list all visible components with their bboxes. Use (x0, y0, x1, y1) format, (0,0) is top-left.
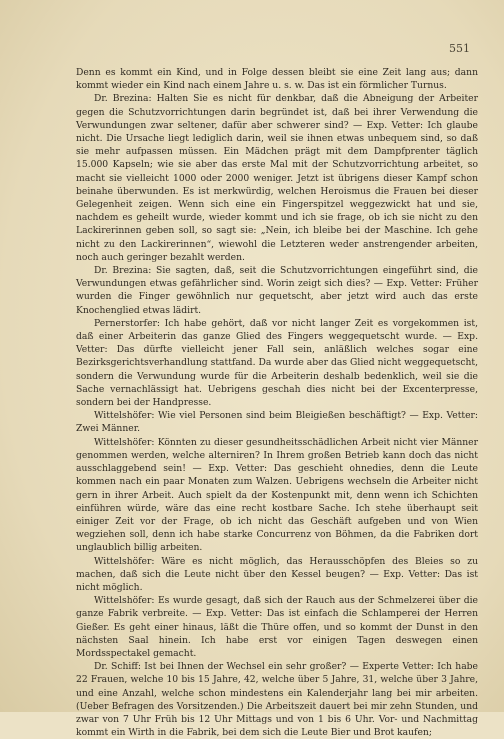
paragraph: Pernerstorfer: Ich habe gehört, daß vor nicht langer Zeit es vorgekommen ist, daß einer Arbeiterin das ganze Glied des Fingers weggequetscht wurde. — Exp. Vetter: Das dürfte vielleicht jener Fall sein, anläßlich welches sogar eine Bezirksgerichtsverhandlung stattfand. Da wurde aber das Glied nicht weggequetscht, sondern die Verwundung wurde für die Arbeiterin deshalb bedenklich, weil sie die Sache vernachlässigt hat. Uebrigens geschah dies nicht bei der Excenterpresse, sondern bei der Handpresse. (76, 317, 478, 409)
paragraph: Dr. Brezina: Halten Sie es nicht für denkbar, daß die Abneigung der Arbeiter gegen die Schutzvorrichtungen darin begründet ist, daß bei ihrer Verwendung die Verwundungen zwar seltener, dafür aber schwerer sind? — Exp. Vetter: Ich glaube nicht. Die Ursache liegt lediglich darin, weil sie ihnen etwas unbequem sind, so daß sie mehr aufpassen müssen. Ein Mädchen prägt mit dem Dampfprenter täglich 15.000 Kapseln; wie sie aber das erste Mal mit der Schutzvorrichtung arbeitet, so macht sie vielleicht 1000 oder 2000 weniger. Jetzt ist übrigens dieser Kampf schon beinahe überwunden. Es ist merkwürdig, welchen Heroismus die Frauen bei dieser Gelegenheit zeigen. Wenn sich eine ein Fingerspitzel weggezwickt hat und sie, nachdem es geheilt wurde, wieder kommt und ich sie frage, ob ich sie nicht zu den Lackirerinnen geben soll, so sagt sie: „Nein, ich bleibe bei der Maschine. Ich gehe nicht zu den Lackirerinnen“, wiewohl die Letzteren weder anstrengender arbeiten, noch auch geringer bezahlt werden. (76, 93, 478, 263)
paragraph: Denn es kommt ein Kind, und in Folge dessen bleibt sie eine Zeit lang aus; dann kommt wieder ein Kind nach einem Jahre u. s. w. Das ist ein förmlicher Turnus. (76, 67, 478, 92)
paragraph: Wittelshöfer: Wie viel Personen sind beim Bleigießen beschäftigt? — Exp. Vetter: Zwei Männer. (76, 410, 478, 435)
paragraph: Wittelshöfer: Könnten zu dieser gesundheitsschädlichen Arbeit nicht vier Männer genommen werden, welche alterniren? In Ihrem großen Betrieb kann doch das nicht ausschlaggebend sein! — Exp. Vetter: Das geschieht ohnedies, denn die Leute kommen nach ein paar Monaten zum Walzen. Uebrigens wechseln die Arbeiter nicht gern in ihrer Arbeit. Auch spielt da der Kostenpunkt mit, denn wenn ich Schichten einführen würde, wäre das eine recht kostbare Sache. Ich stehe überhaupt seit einiger Zeit vor der Frage, ob ich nicht das Geschäft aufgeben und von Wien wegziehen soll, denn ich habe starke Concurrenz von Böhmen, da die Fabriken dort unglaublich billig arbeiten. (76, 436, 478, 554)
paragraph: Wittelshöfer: Wäre es nicht möglich, das Herausschöpfen des Bleies so zu machen, daß sich die Leute nicht über den Kessel beugen? — Exp. Vetter: Das ist nicht möglich. (76, 555, 478, 593)
page-number: 551 (449, 42, 470, 55)
paragraph: Wittelshöfer: Es wurde gesagt, daß sich der Rauch aus der Schmelzerei über die ganze Fabrik verbreite. — Exp. Vetter: Das ist einfach die Schlamperei der Herren Gießer. Es geht einer hinaus, läßt die Thüre offen, und so kommt der Dunst in den nächsten Saal hinein. Ich habe erst vor einigen Tagen deswegen einen Mordsspectakel gemacht. (76, 595, 478, 659)
paragraph: Dr. Schiff: Ist bei Ihnen der Wechsel ein sehr großer? — Experte Vetter: Ich habe 22 Frauen, welche 10 bis 15 Jahre, 42, welche über 5 Jahre, 31, welche über 3 Jahre, und eine Anzahl, welche schon mindestens ein Kalenderjahr lang bei mir arbeiten. (Ueber Befragen des Vorsitzenden.) Die Arbeitszeit dauert bei mir zehn Stunden, und zwar von 7 Uhr Früh bis 12 Uhr Mittags und von 1 bis 6 Uhr. Vor- und Nachmittag kommt ein Wirth in die Fabrik, bei dem sich die Leute Bier und Brot kaufen; (76, 661, 478, 739)
body-text (76, 66, 478, 739)
paragraph: Dr. Brezina: Sie sagten, daß, seit die Schutzvorrichtungen eingeführt sind, die Verwundungen etwas gefährlicher sind. Worin zeigt sich dies? — Exp. Vetter: Früher wurden die Finger gewöhnlich nur gequetscht, aber jetzt wird auch das erste Knochenglied etwas lädirt. (76, 265, 478, 316)
